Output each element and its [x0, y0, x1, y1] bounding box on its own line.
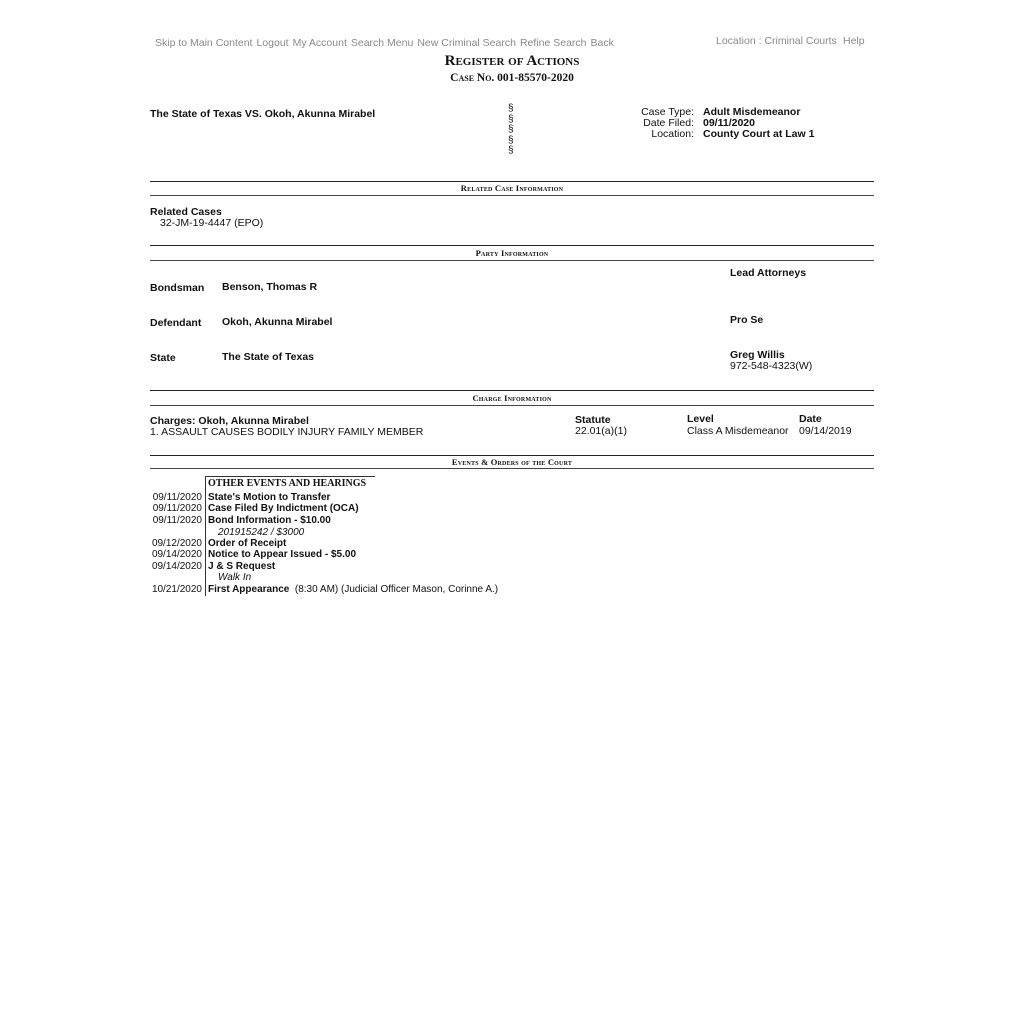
- event-detail: 201915242 / $3000: [218, 527, 305, 538]
- event-detail: Walk In: [218, 572, 252, 583]
- divider: [150, 405, 874, 406]
- case-style: The State of Texas VS. Okoh, Akunna Mirabel: [150, 108, 376, 120]
- divider: [150, 195, 874, 196]
- top-nav: [155, 37, 618, 49]
- case-type-label: Case Type:: [641, 106, 694, 118]
- charge-level: Class A Misdemeanor: [687, 425, 789, 437]
- party-name[interactable]: Okoh, Akunna Mirabel: [222, 316, 333, 328]
- logout-link[interactable]: Logout: [256, 37, 289, 49]
- events-heading: Events & Orders of the Court: [150, 457, 874, 467]
- event-title[interactable]: Bond Information - $10.00: [208, 515, 331, 526]
- event-detail: (8:30 AM) (Judicial Officer Mason, Corinne A.): [294, 584, 499, 595]
- event-title[interactable]: Notice to Appear Issued - $5.00: [208, 549, 357, 560]
- party-role: State: [150, 352, 176, 364]
- event-date: 09/11/2020: [152, 492, 202, 503]
- divider: [150, 455, 874, 456]
- location-indicator[interactable]: Location : Criminal Courts: [716, 35, 837, 47]
- help-link[interactable]: Help: [843, 35, 865, 47]
- charge-description: 1. ASSAULT CAUSES BODILY INJURY FAMILY MEMBER: [150, 426, 424, 438]
- party-info-heading: Party Information: [150, 248, 874, 258]
- charges-label: Charges: Okoh, Akunna Mirabel: [150, 415, 309, 427]
- party-name[interactable]: Benson, Thomas R: [222, 281, 318, 293]
- event-date: 09/12/2020: [151, 538, 202, 549]
- divider: [150, 390, 874, 391]
- location-label: Location:: [651, 128, 694, 140]
- event-title[interactable]: Order of Receipt: [208, 538, 287, 549]
- date-filed-value: 09/11/2020: [703, 117, 755, 129]
- skip-to-main-content-link[interactable]: Skip to Main Content: [155, 37, 253, 49]
- events-box-top: [205, 476, 375, 477]
- charge-statute: 22.01(a)(1): [575, 425, 627, 437]
- divider: [150, 468, 874, 469]
- location-value: County Court at Law 1: [703, 128, 815, 140]
- party-name[interactable]: The State of Texas: [222, 351, 314, 363]
- case-number: Case No. 001-85570-2020: [450, 72, 574, 84]
- events-box-left: [205, 476, 206, 596]
- my-account-link[interactable]: My Account: [292, 37, 347, 49]
- charge-info-heading: Charge Information: [150, 393, 874, 403]
- date-filed-label: Date Filed:: [643, 117, 694, 129]
- statute-header: Statute: [575, 414, 611, 426]
- event-title[interactable]: Case Filed By Indictment (OCA): [208, 503, 359, 514]
- charge-date: 09/14/2019: [799, 425, 852, 437]
- divider: [150, 181, 874, 182]
- related-case-heading: Related Case Information: [150, 183, 874, 193]
- date-header: Date: [799, 413, 822, 425]
- event-title[interactable]: First Appearance (8:30 AM) (Judicial Officer Mason, Corinne A.): [208, 584, 499, 595]
- search-menu-link[interactable]: Search Menu: [350, 37, 414, 49]
- case-type-value: Adult Misdemeanor: [703, 106, 801, 118]
- attorney-phone: 972-548-4323(W): [730, 360, 813, 372]
- section-marks: § § § § §: [508, 103, 514, 156]
- party-role: Bondsman: [150, 282, 205, 294]
- event-date: 09/14/2020: [151, 561, 202, 572]
- party-attorney: Greg Willis: [730, 349, 785, 361]
- related-case-link[interactable]: 32-JM-19-4447 (EPO): [160, 217, 264, 229]
- divider: [150, 245, 874, 246]
- level-header: Level: [687, 413, 714, 425]
- event-title[interactable]: J & S Request: [208, 561, 276, 572]
- event-date: 09/14/2020: [151, 549, 202, 560]
- divider: [150, 260, 874, 261]
- back-link[interactable]: Back: [590, 37, 614, 49]
- event-date: 09/11/2020: [152, 503, 202, 514]
- event-date: 10/21/2020: [151, 584, 202, 595]
- page-title: Register of Actions: [444, 53, 580, 69]
- new-criminal-search-link[interactable]: New Criminal Search: [417, 37, 516, 49]
- event-title[interactable]: State's Motion to Transfer: [208, 492, 331, 503]
- lead-attorneys-label: Lead Attorneys: [730, 267, 807, 279]
- party-role: Defendant: [150, 317, 202, 329]
- related-cases-label: Related Cases: [150, 206, 222, 218]
- refine-search-link[interactable]: Refine Search: [519, 37, 587, 49]
- other-events-subheading: OTHER EVENTS AND HEARINGS: [208, 478, 367, 489]
- party-attorney: Pro Se: [730, 314, 764, 326]
- event-date: 09/11/2020: [152, 515, 202, 526]
